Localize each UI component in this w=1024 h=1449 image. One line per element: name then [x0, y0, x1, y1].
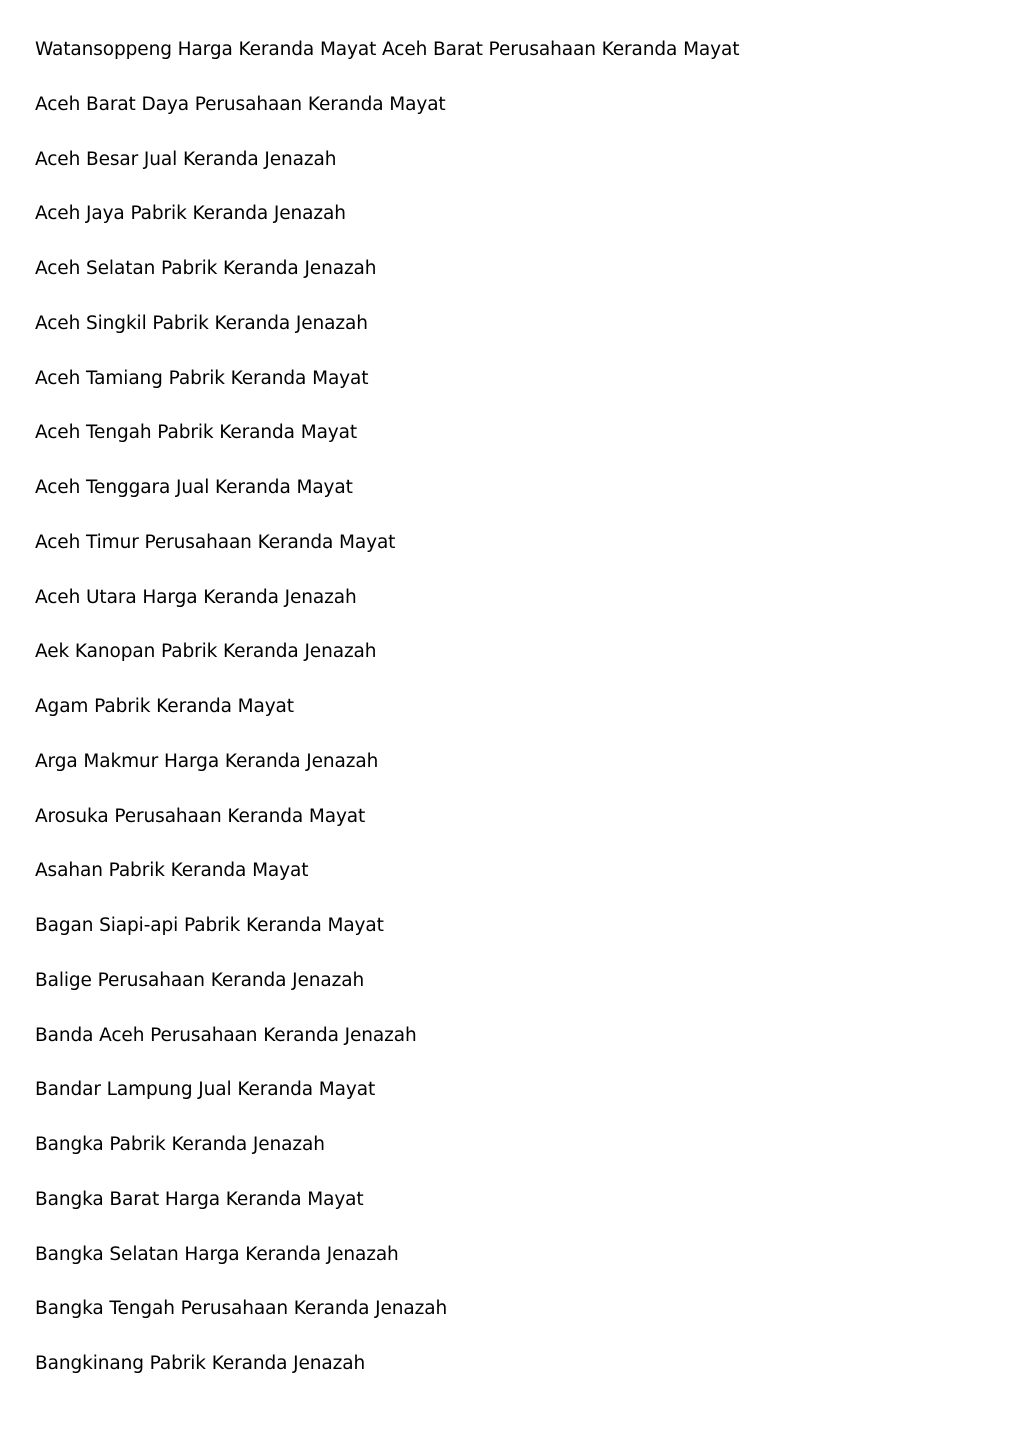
- text-line: Bandar Lampung Jual Keranda Mayat: [35, 1079, 376, 1101]
- text-line: Banda Aceh Perusahaan Keranda Jenazah: [35, 1024, 417, 1046]
- text-line: Bangka Tengah Perusahaan Keranda Jenazah: [35, 1298, 448, 1320]
- text-line: Aek Kanopan Pabrik Keranda Jenazah: [35, 641, 377, 663]
- text-line: Aceh Besar Jual Keranda Jenazah: [35, 148, 337, 170]
- text-line: Arga Makmur Harga Keranda Jenazah: [35, 750, 379, 772]
- text-line: Bagan Siapi-api Pabrik Keranda Mayat: [35, 915, 384, 936]
- text-line: Bangka Pabrik Keranda Jenazah: [35, 1134, 325, 1155]
- text-line: Balige Perusahaan Keranda Jenazah: [35, 969, 365, 991]
- text-line: Agam Pabrik Keranda Mayat: [35, 696, 294, 717]
- text-line: Aceh Tenggara Jual Keranda Mayat: [35, 477, 353, 498]
- text-line: Aceh Tengah Pabrik Keranda Mayat: [35, 422, 358, 444]
- text-lines: [35, 38, 739, 1407]
- text-line: Watansoppeng Harga Keranda Mayat Aceh Barat Perusahaan Keranda Mayat: [35, 39, 740, 60]
- text-line: Aceh Singkil Pabrik Keranda Jenazah: [35, 312, 368, 334]
- text-line: Aceh Utara Harga Keranda Jenazah: [35, 586, 357, 608]
- text-line: Aceh Selatan Pabrik Keranda Jenazah: [35, 258, 377, 279]
- text-line: Aceh Tamiang Pabrik Keranda Mayat: [35, 367, 369, 389]
- text-line: Bangka Barat Harga Keranda Mayat: [35, 1188, 364, 1210]
- text-line: Arosuka Perusahaan Keranda Mayat: [35, 805, 366, 827]
- text-line: Aceh Barat Daya Perusahaan Keranda Mayat: [35, 93, 446, 115]
- text-line: Asahan Pabrik Keranda Mayat: [35, 860, 309, 882]
- text-line: Aceh Jaya Pabrik Keranda Jenazah: [35, 203, 346, 225]
- text-line: Aceh Timur Perusahaan Keranda Mayat: [35, 531, 396, 553]
- text-line: Bangka Selatan Harga Keranda Jenazah: [35, 1243, 399, 1265]
- text-line: Bangkinang Pabrik Keranda Jenazah: [35, 1353, 366, 1374]
